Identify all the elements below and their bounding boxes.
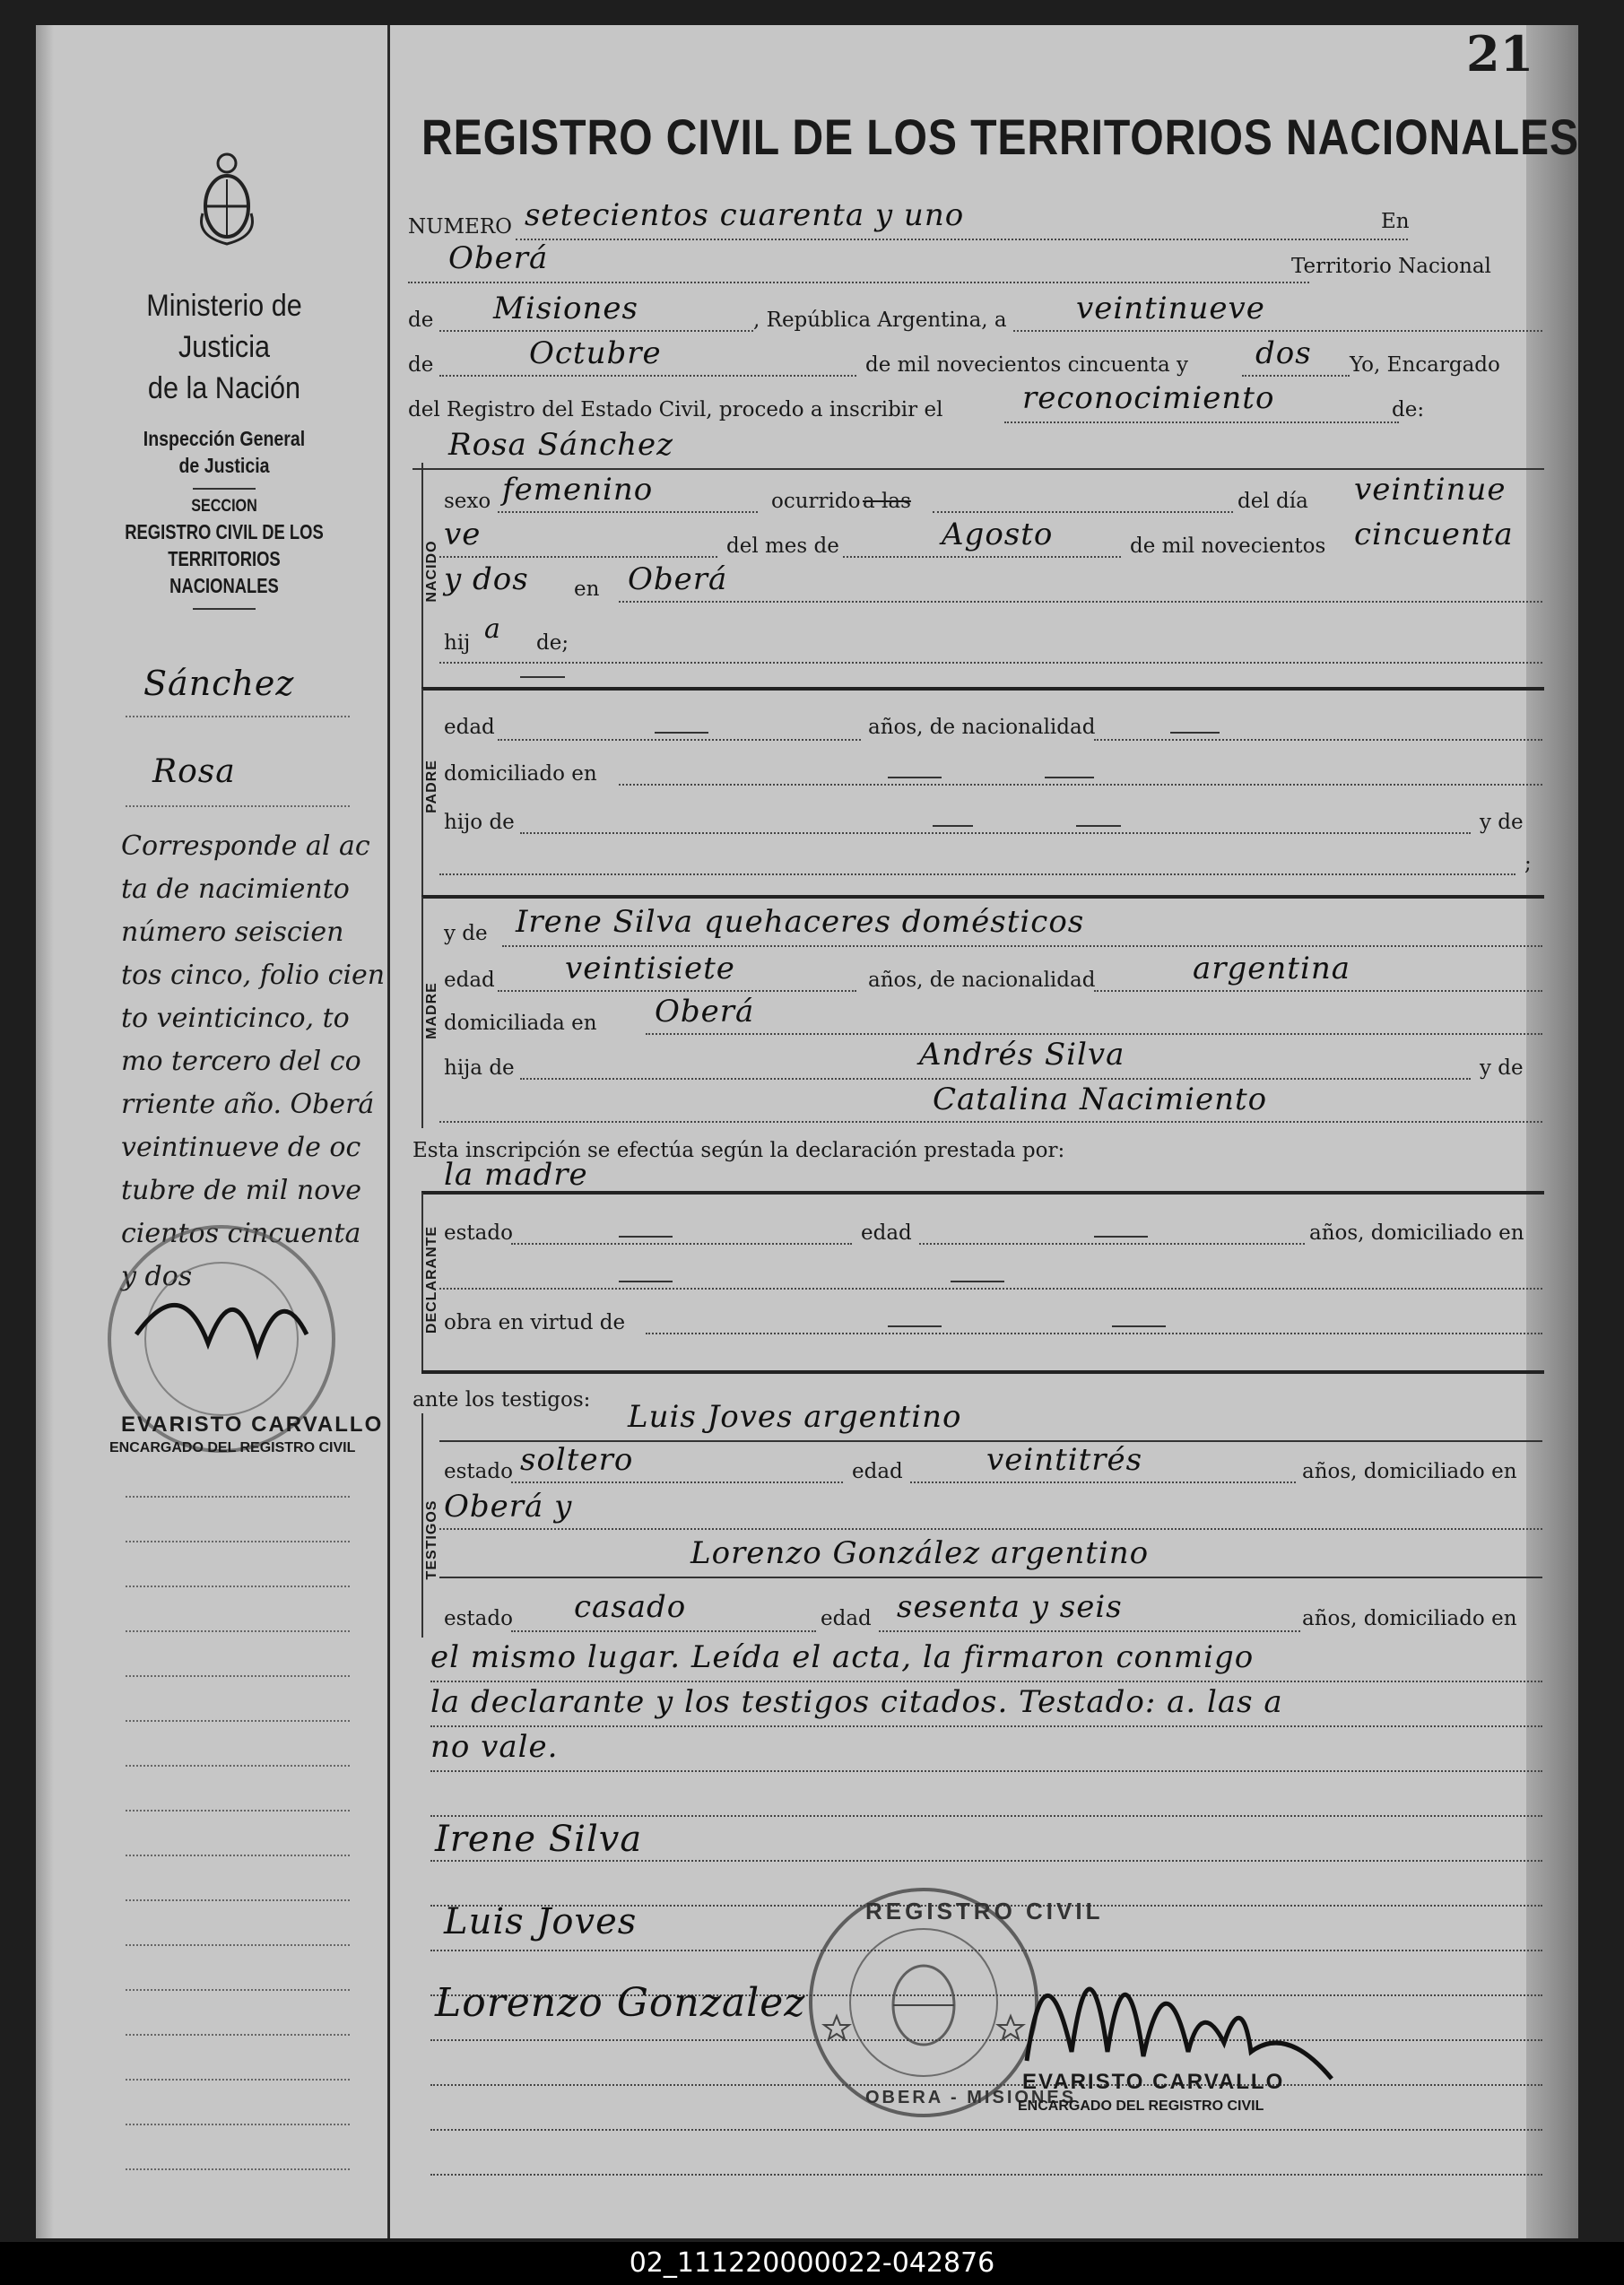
side-label-nacido: NACIDO <box>424 540 439 603</box>
margin-note-line: ta de nacimiento <box>121 873 350 905</box>
margin-note-line: tubre de mil nove <box>121 1175 361 1206</box>
value-territorio: Misiones <box>493 291 638 326</box>
ministry-line2: de la Nación <box>147 371 301 405</box>
value-nombre: Rosa Sánchez <box>448 427 674 463</box>
label-edad-decl: edad <box>861 1221 912 1245</box>
label-edad-padre: edad <box>444 716 495 739</box>
seal-top-text: REGISTRO CIVIL <box>865 1898 1104 1924</box>
margin-surname: Sánchez <box>143 664 295 703</box>
value-anio-nac-1: cincuenta <box>1354 517 1514 552</box>
side-label-padre: PADRE <box>424 760 439 813</box>
value-madre-edad: veintisiete <box>565 951 735 986</box>
value-mes-nac: Agosto <box>942 517 1054 552</box>
margin-note-line: cientos cincuenta <box>121 1218 361 1249</box>
value-testigo1-edad: veintitrés <box>986 1442 1143 1478</box>
label-y-de-padre: y de <box>1480 811 1524 834</box>
ministry-line5: SECCION <box>191 497 257 516</box>
label-de-mil: de mil novecientos cincuenta y <box>865 353 1189 377</box>
margin-note-line: número seiscien <box>121 917 344 948</box>
label-en: En <box>1381 210 1410 233</box>
signature-irene-silva: Irene Silva <box>435 1819 643 1860</box>
page-number: 21 <box>1466 25 1534 83</box>
label-sexo: sexo <box>444 490 491 513</box>
label-territorio: Territorio Nacional <box>1291 255 1491 278</box>
label-republica: , República Argentina, a <box>753 308 1007 332</box>
value-cierre-3: no vale. <box>430 1729 559 1765</box>
register-page <box>36 25 1578 2238</box>
value-testigo2-estado: casado <box>574 1589 687 1625</box>
label-estado-t1: estado <box>444 1460 513 1483</box>
ministry-line4: de Justicia <box>178 454 270 477</box>
label-edad-t1: edad <box>852 1460 903 1483</box>
label-ocurrido: ocurrido <box>771 490 861 513</box>
value-sexo: femenino <box>502 472 654 508</box>
label-edad-madre: edad <box>444 969 495 992</box>
label-de-semicolon: de; <box>536 631 569 655</box>
value-dia-nac-1: veintinue <box>1354 472 1507 508</box>
side-label-madre: MADRE <box>424 982 439 1039</box>
margin-note-line: y dos <box>121 1261 193 1292</box>
ministry-line1: Ministerio de Justicia <box>146 289 302 364</box>
label-domiciliado-padre: domiciliado en <box>444 762 597 786</box>
margin-note-line: tos cinco, folio cien <box>121 960 386 991</box>
value-hijo-a: a <box>484 613 501 645</box>
label-de: de <box>408 308 434 332</box>
value-testigo1: Luis Joves argentino <box>628 1399 962 1435</box>
label-anos-dom-t1: años, domiciliado en <box>1302 1460 1517 1483</box>
label-hija-de: hija de <box>444 1056 515 1080</box>
label-hijo: hij <box>444 631 471 655</box>
value-acto: reconocimiento <box>1022 380 1275 416</box>
value-dia: veintinueve <box>1076 291 1265 326</box>
value-declarante: la madre <box>444 1157 588 1193</box>
ministry-line3: Inspección General <box>143 427 306 450</box>
label-anos-dom-t2: años, domiciliado en <box>1302 1607 1517 1630</box>
value-testigo2-edad: sesenta y seis <box>897 1589 1123 1625</box>
label-estado-t2: estado <box>444 1607 513 1630</box>
side-label-declarante: DECLARANTE <box>424 1225 439 1334</box>
ministry-block <box>90 285 359 610</box>
page-shadow <box>36 25 54 2238</box>
margin-note-line: veintinueve de oc <box>121 1132 361 1163</box>
stamp-role-right: ENCARGADO DEL REGISTRO CIVIL <box>1018 2098 1264 2114</box>
value-testigo1-dom: Oberá y <box>444 1489 573 1525</box>
ministry-line7: TERRITORIOS NACIONALES <box>168 547 281 597</box>
label-y-de-madre2: y de <box>1480 1056 1524 1080</box>
value-testigo1-estado: soltero <box>520 1442 634 1478</box>
label-estado-decl: estado <box>444 1221 513 1245</box>
value-testigo2: Lorenzo González argentino <box>690 1535 1150 1571</box>
margin-note-line: to veinticinco, to <box>121 1003 350 1034</box>
signature-luis-joves: Luis Joves <box>444 1901 638 1942</box>
seal-bottom-text: OBERA - MISIONES <box>865 2088 1077 2107</box>
coat-of-arms-icon <box>195 151 258 249</box>
signature-lorenzo-gonzalez: Lorenzo Gonzalez <box>435 1980 806 2026</box>
value-anio: dos <box>1255 335 1312 371</box>
ministry-line6: REGISTRO CIVIL DE LOS <box>125 520 324 543</box>
label-anos-nac-madre: años, de nacionalidad <box>868 969 1096 992</box>
value-dia-nac-2: ve <box>444 517 482 552</box>
value-madre-nac: argentina <box>1193 951 1351 986</box>
value-cierre-1: el mismo lugar. Leída el acta, la firmaron conmigo <box>430 1639 1255 1675</box>
margin-given-name: Rosa <box>152 753 236 790</box>
value-madre-dom: Oberá <box>655 994 755 1030</box>
label-obra: obra en virtud de <box>444 1311 626 1334</box>
label-a-las: a las <box>863 490 911 513</box>
label-semicolon: ; <box>1524 852 1532 875</box>
label-hijo-de: hijo de <box>444 811 515 834</box>
label-del-dia: del día <box>1238 490 1308 513</box>
margin-note-line: mo tercero del co <box>121 1046 361 1077</box>
label-declaracion: Esta inscripción se efectúa según la declaración prestada por: <box>413 1139 1065 1162</box>
image-id-footer: 02_111220000022-042876 <box>0 2242 1624 2285</box>
label-y-de-madre: y de <box>444 922 488 945</box>
value-abuela: Catalina Nacimiento <box>933 1082 1268 1117</box>
value-numero: setecientos cuarenta y uno <box>525 197 965 233</box>
page-title: REGISTRO CIVIL DE LOS TERRITORIOS NACIONALES <box>421 109 1580 165</box>
label-registro: del Registro del Estado Civil, procedo a inscribir el <box>408 398 943 421</box>
value-madre-nombre: Irene Silva quehaceres domésticos <box>516 904 1085 940</box>
stamp-name-right: EVARISTO CARVALLO <box>1022 2070 1285 2094</box>
value-cierre-2: la declarante y los testigos citados. Testado: a. las a <box>430 1684 1283 1720</box>
stamp-name-left: EVARISTO CARVALLO <box>121 1412 384 1437</box>
label-anos-nac-padre: años, de nacionalidad <box>868 716 1096 739</box>
label-de2: de <box>408 353 434 377</box>
margin-divider <box>387 25 390 2238</box>
margin-note-line: Corresponde al ac <box>121 830 370 862</box>
label-yo: Yo, Encargado <box>1350 353 1500 377</box>
label-edad-t2: edad <box>821 1607 872 1630</box>
value-anio-nac-2: y dos <box>444 561 529 597</box>
label-de-mil-nov: de mil novecientos <box>1130 534 1326 558</box>
value-lugar: Oberá <box>448 240 549 276</box>
label-numero: NUMERO <box>408 215 513 239</box>
stamp-role-left: ENCARGADO DEL REGISTRO CIVIL <box>109 1440 356 1455</box>
value-mes: Octubre <box>529 335 662 371</box>
label-del-mes: del mes de <box>726 534 839 558</box>
margin-note-line: rriente año. Oberá <box>121 1089 375 1120</box>
label-de-colon: de: <box>1392 398 1425 421</box>
side-label-testigos: TESTIGOS <box>424 1499 439 1580</box>
label-domiciliada: domiciliada en <box>444 1012 597 1035</box>
label-testigos: ante los testigos: <box>413 1388 591 1412</box>
value-lugar-nac: Oberá <box>628 561 728 597</box>
label-en2: en <box>574 578 600 601</box>
value-abuelo: Andrés Silva <box>919 1037 1125 1073</box>
label-anos-dom-decl: años, domiciliado en <box>1309 1221 1524 1245</box>
